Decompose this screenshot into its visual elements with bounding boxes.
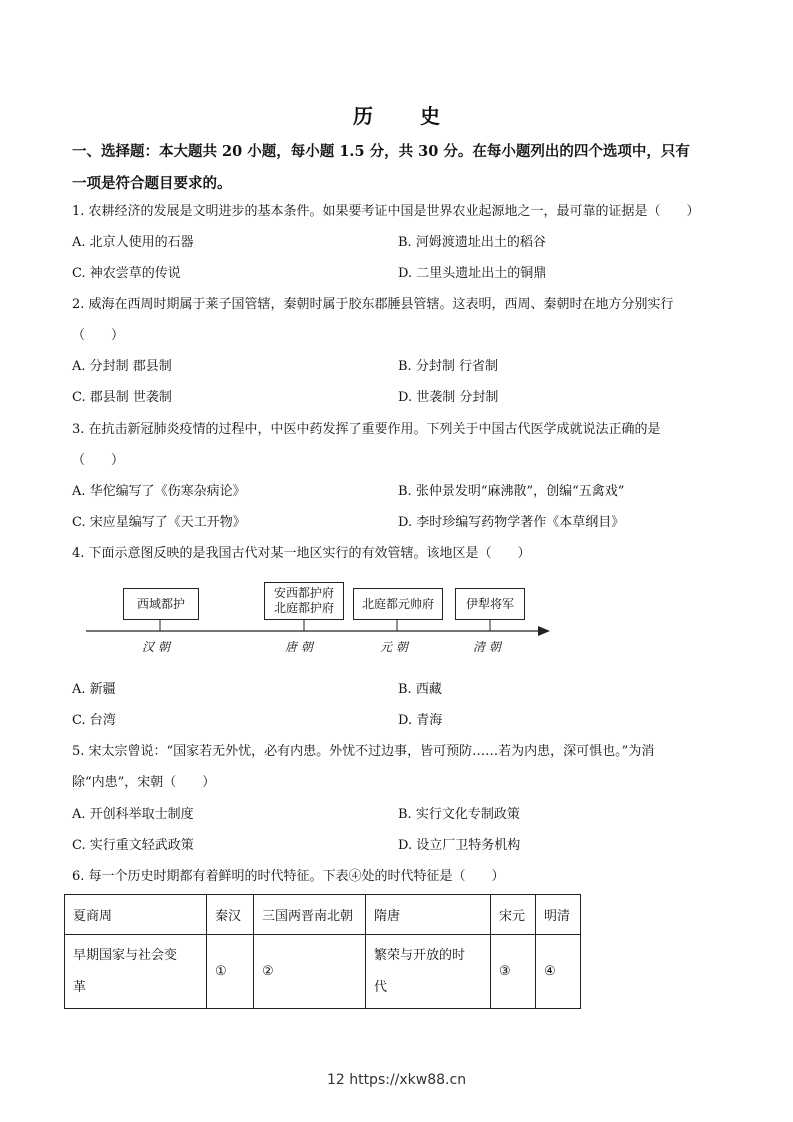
q4-option-b: B. 西藏 (398, 682, 442, 697)
section-heading (72, 136, 722, 200)
cell-blank-1: ① (207, 935, 254, 1009)
box-anxi-duhufu: 安西都护府 (273, 586, 334, 600)
section-heading-line-1: 一、选择题：本大题共 20 小题，每小题 1.5 分，共 30 分。在每小题列出的四个选项中，只有 (72, 143, 690, 160)
header-qin-han: 秦汉 (207, 895, 254, 935)
header-ming-qing: 明清 (536, 895, 581, 935)
q2-option-a: A. 分封制 郡县制 (72, 359, 172, 374)
q5-option-b: B. 实行文化专制政策 (398, 807, 520, 822)
q4-stem: 4. 下面示意图反映的是我国古代对某一地区实行的有效管辖。该地区是（ ） (72, 546, 531, 561)
q2-option-b: B. 分封制 行省制 (398, 359, 498, 374)
q5-option-c: C. 实行重文轻武政策 (72, 838, 194, 853)
era-qing: 清 朝 (473, 640, 501, 654)
q3-option-d: D. 李时珍编写药物学著作《本草纲目》 (398, 515, 625, 530)
table-row (65, 935, 581, 1009)
q3-option-a: A. 华佗编写了《伤寒杂病论》 (72, 484, 246, 499)
timeline-arrow-icon (538, 626, 550, 636)
cell-blank-3: ③ (491, 935, 536, 1009)
q1-option-c: C. 神农尝草的传说 (72, 266, 181, 281)
table-header-row (65, 895, 581, 935)
header-song-yuan: 宋元 (491, 895, 536, 935)
q6-stem: 6. 每一个历史时期都有着鲜明的时代特征。下表④处的时代特征是（ ） (72, 869, 505, 884)
q2-option-d: D. 世袭制 分封制 (398, 390, 499, 405)
q6-history-table (64, 894, 581, 1009)
q5-option-a: A. 开创科举取士制度 (72, 807, 194, 822)
q3-stem-line-1: 3. 在抗击新冠肺炎疫情的过程中，中医中药发挥了重要作用。下列关于中国古代医学成就说法正确的是 (72, 422, 661, 437)
header-sanguo: 三国两晋南北朝 (254, 895, 366, 935)
q5-stem-line-1: 5. 宋太宗曾说：“国家若无外忧，必有内患。外忧不过边事，皆可预防……若为内患，深可惧也。”为消 (72, 744, 655, 759)
page-title: 历 史 (353, 104, 460, 128)
box-yili-jiangjun: 伊犁将军 (455, 588, 525, 620)
era-tang: 唐 朝 (285, 640, 313, 654)
cell-blank-4: ④ (536, 935, 581, 1009)
cell-blank-2: ② (254, 935, 366, 1009)
q4-timeline-diagram (80, 578, 560, 658)
q3-option-c: C. 宋应星编写了《天工开物》 (72, 515, 246, 530)
section-heading-line-2: 一项是符合题目要求的。 (72, 175, 232, 192)
q2-stem-line-1: 2. 威海在西周时期属于莱子国管辖，秦朝时属于胶东郡腄县管辖。这表明，西周、秦朝时在地方分别实行 (72, 297, 674, 312)
q4-option-d: D. 青海 (398, 713, 443, 728)
q3-option-b: B. 张仲景发明“麻沸散”，创编“五禽戏” (398, 484, 625, 499)
header-sui-tang: 隋唐 (366, 895, 491, 935)
q5-option-d: D. 设立厂卫特务机构 (398, 838, 521, 853)
q1-option-d: D. 二里头遗址出土的铜鼎 (398, 266, 547, 281)
era-han: 汉 朝 (142, 640, 170, 654)
cell-early-state-line-1: 早期国家与社会变 (73, 947, 178, 963)
q4-option-a: A. 新疆 (72, 682, 116, 697)
q3-stem-line-2: （ ） (72, 453, 125, 468)
page-footer: 12 https://xkw88.cn (326, 1072, 467, 1088)
cell-prosperity-line-1: 繁荣与开放的时 (374, 947, 466, 963)
box-xiyu-duhu: 西域都护 (123, 588, 199, 620)
q1-option-b: B. 河姆渡遗址出土的稻谷 (398, 235, 546, 250)
cell-prosperity (366, 935, 491, 1009)
q2-stem-line-2: （ ） (72, 328, 125, 343)
box-beiting-duyuanshuaifu: 北庭都元帅府 (353, 588, 443, 620)
q5-stem-line-2: 除“内患”，宋朝（ ） (72, 775, 216, 790)
q1-option-a: A. 北京人使用的石器 (72, 235, 194, 250)
cell-prosperity-line-2: 代 (374, 979, 388, 995)
q1-stem: 1. 农耕经济的发展是文明进步的基本条件。如果要考证中国是世界农业起源地之一，最可靠的证据是（ ） (72, 204, 700, 219)
cell-early-state-line-2: 革 (73, 979, 87, 995)
q2-option-c: C. 郡县制 世袭制 (72, 390, 172, 405)
header-xia-shang-zhou: 夏商周 (65, 895, 207, 935)
box-beiting-duhufu: 北庭都护府 (273, 601, 334, 615)
cell-early-state (65, 935, 207, 1009)
q4-option-c: C. 台湾 (72, 713, 116, 728)
box-tang-duhufu (264, 582, 344, 620)
era-yuan: 元 朝 (380, 640, 408, 654)
